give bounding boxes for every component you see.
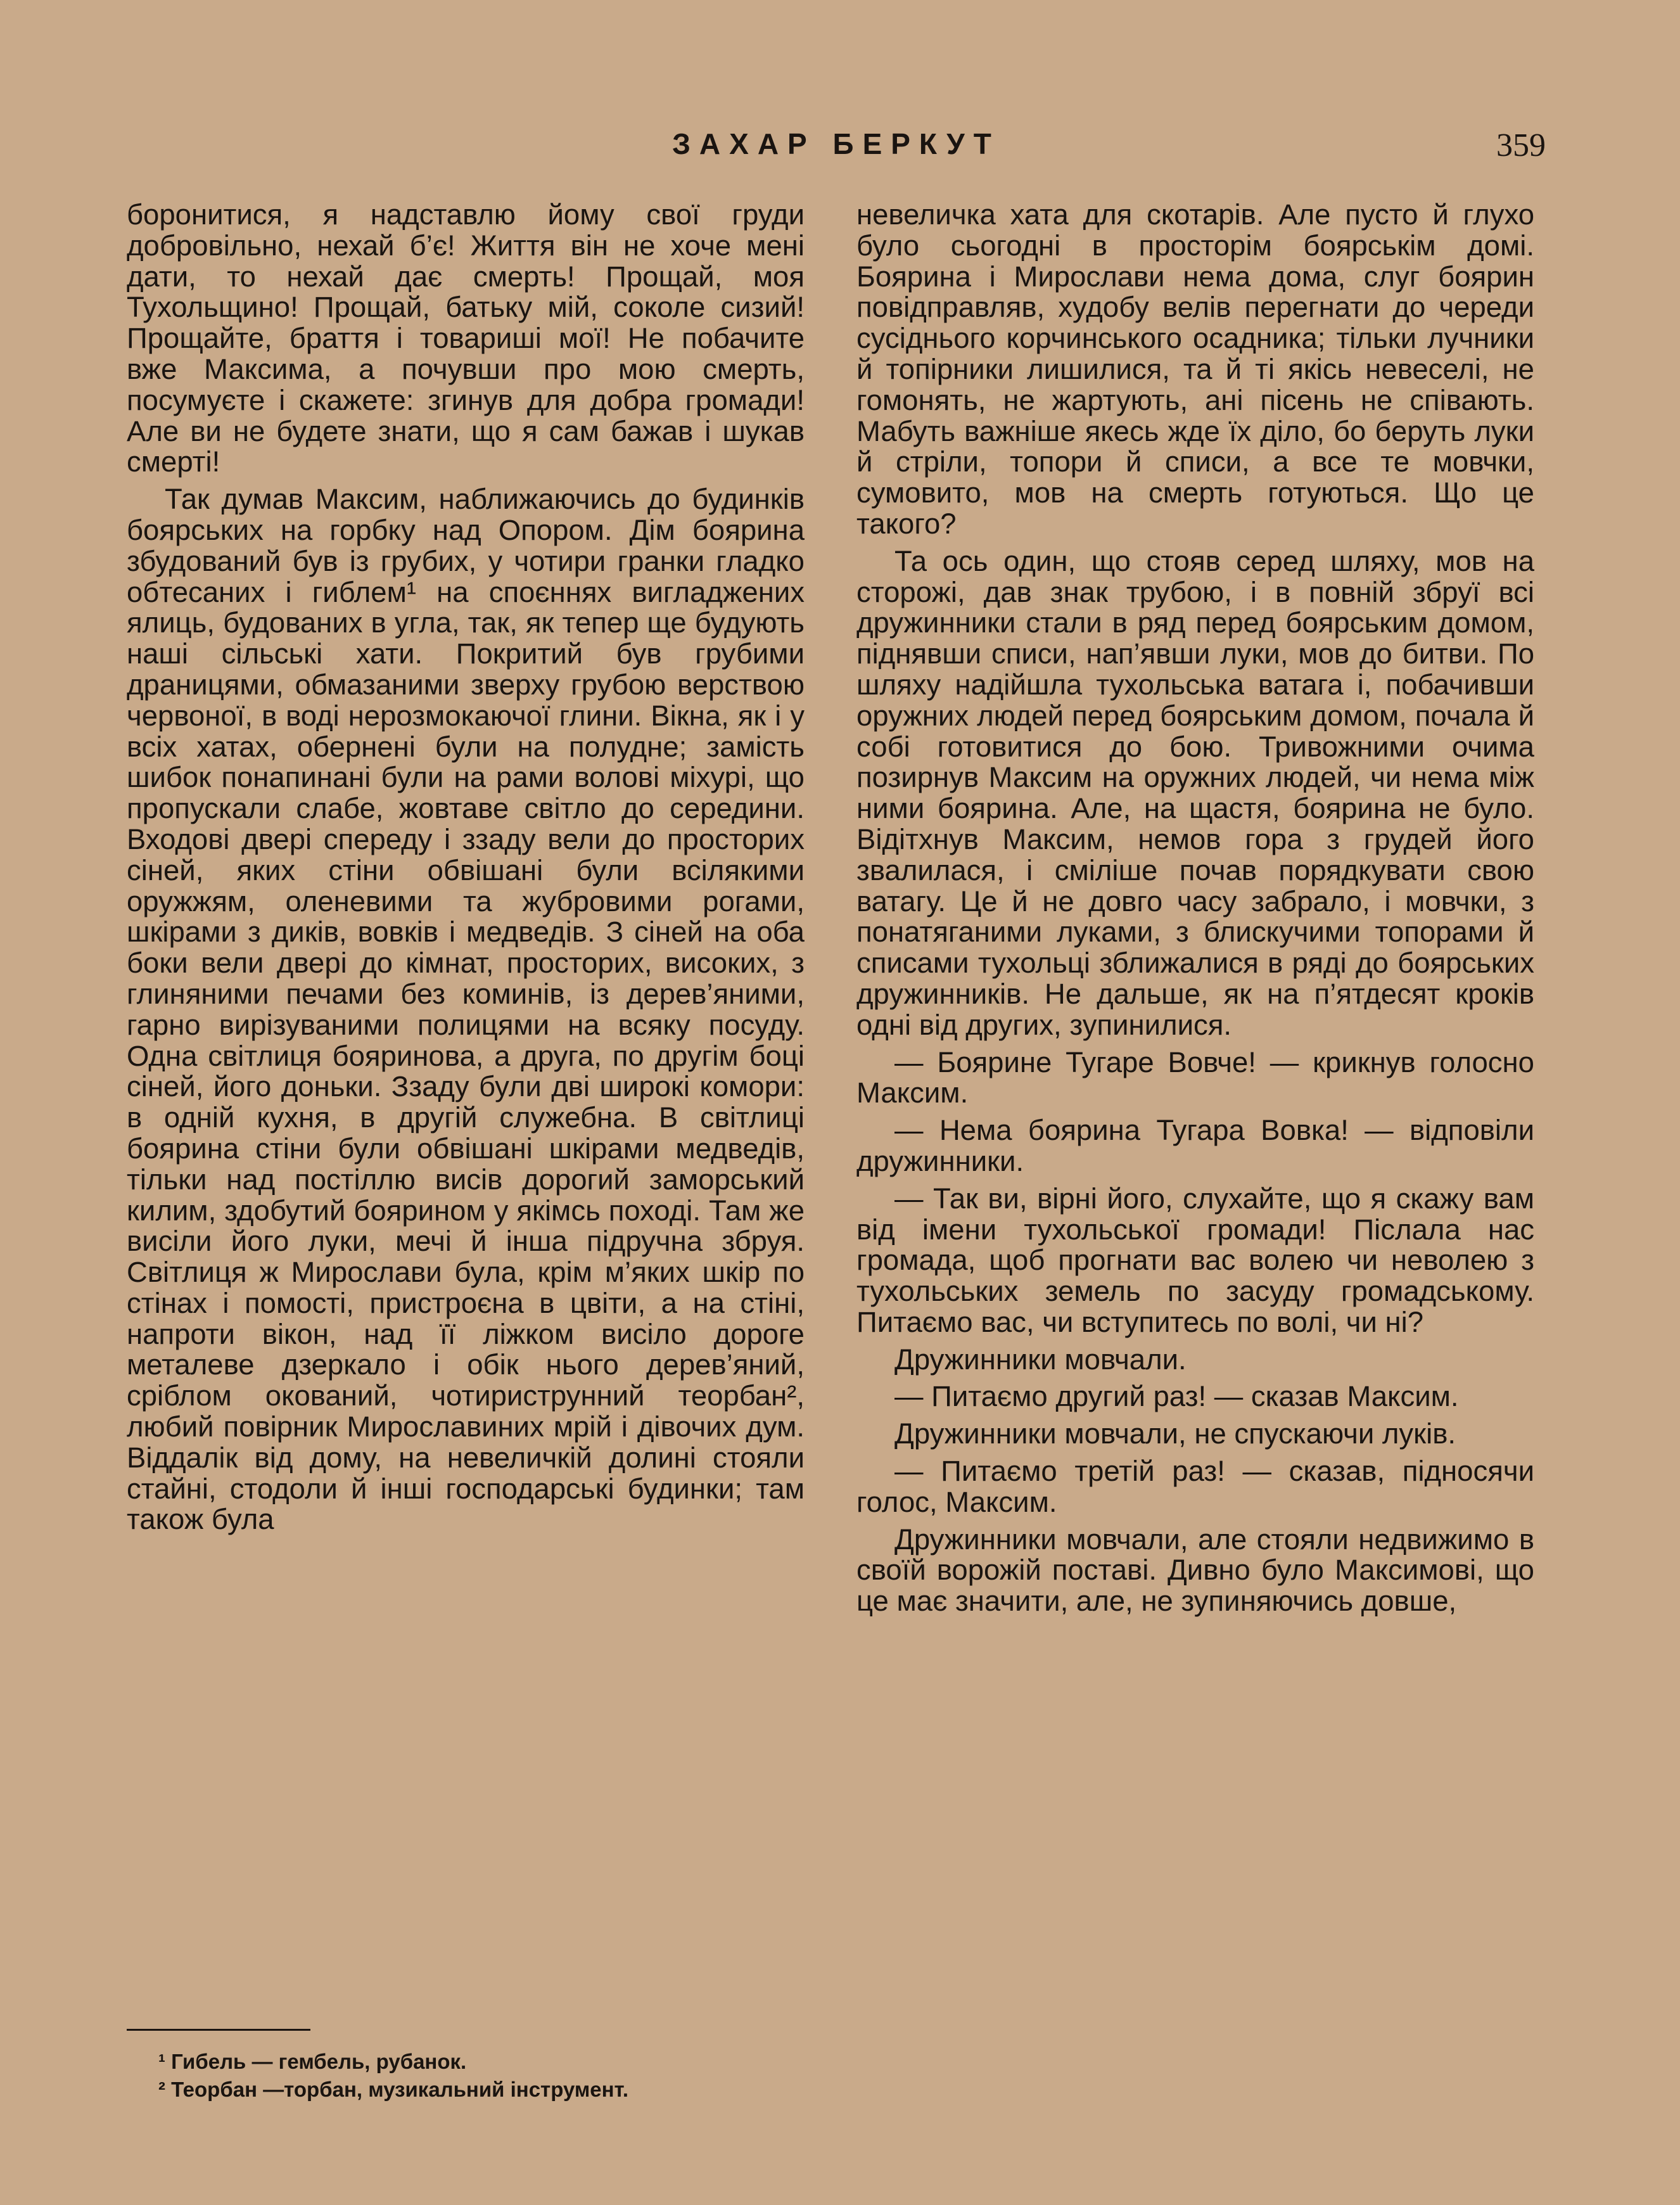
paragraph: боронитися, я надставлю йому свої груди добровільно, нехай б’є! Життя він не хоче мені дати, то нехай дає смерть! Прощай, моя Тухольщино! Прощай, батьку мій, соколе сизий! Прощайте, браття і товариші мої! Не побачите вже Максима, а почувши про мою смерть, посумуєте і скажете: згинув для добра громади! Але ви не будете знати, що я сам бажав і шукав смерті! [127, 198, 805, 478]
footnotes [158, 2048, 811, 2104]
paragraph: Та ось один, що стояв серед шляху, мов на сторожі, дав знак трубою, і в повній збруї всі дружинники стали в ряд перед боярським домом, піднявши списи, нап’явши луки, мов до битви. По шляху надійшла тухольська ватага і, побачивши оружних людей перед боярським домом, почала й собі готовитися до бою. Тривожними очима позирнув Максим на оружних людей, чи нема між ними боярина. Але, на щастя, боярина не було. Відітхнув Максим, немов гора з грудей його звалилася, і сміліше почав порядкувати свою ватагу. Це й не довго часу забрало, і мовчки, з понатяганими луками, з блискучими топорами й списами тухольці зближалися в ряді до боярських дружинників. Не дальше, як на п’ятдесят кроків одні від других, зупинилися. [856, 544, 1534, 1041]
paragraph: Дружинники мовчали, не спускаючи луків. [894, 1417, 1456, 1450]
paragraph: Дружинники мовчали. [894, 1343, 1187, 1376]
left-column [127, 200, 805, 1542]
running-header [127, 127, 1546, 171]
running-title: ЗАХАР БЕРКУТ [672, 127, 1000, 160]
paragraph: — Так ви, вірні його, слухайте, що я скажу вам від імени тухольської громади! Післала нас громада, щоб прогнати вас волею чи неволею з тухольських земель по засуду громадському. Питаємо вас, чи вступитесь по волі, чи ні? [856, 1182, 1534, 1338]
paragraph: — Питаємо другий раз! — сказав Максим. [894, 1380, 1459, 1413]
footnote: ² Теорбан —торбан, музикальний інструмент. [158, 2078, 628, 2101]
page-number: 359 [1496, 127, 1546, 163]
paragraph: — Нема боярина Тугара Вовка! — відповіли дружинники. [856, 1114, 1534, 1177]
right-column [856, 200, 1534, 1623]
paragraph: Так думав Максим, наближаючись до будинків боярських на горбку над Опором. Дім боярина збудований був із грубих, у чотири гранки гладко обтесаних і гиблем¹ на споєннях вигладжених ялиць, будованих в угла, так, як тепер ще будують наші сільські хати. Покритий був грубими драницями, обмазаними зверху грубою верствою червоної, в воді нерозмокаючої глини. Вікна, як і у всіх хатах, обернені були на полудне; замість шибок понапинані були на рами волові міхурі, що пропускали слабе, жовтаве світло до середини. Входові двері спереду і ззаду вели до просторих сіней, яких стіни обвішані були всілякими оружжям, оленевими та жубровими рогами, шкірами з диків, вовків і медведів. З сіней на оба боки вели двері до кімнат, просторих, високих, з глиняними печами без коминів, із дерев’яними, гарно вирізуваними полицями на всяку посуду. Одна світлиця бояринова, а друга, по другім боці сіней, його доньки. Ззаду були дві широкі комори: в одній кухня, в другій служебна. В світлиці боярина стіни були обвішані шкірами медведів, тільки над постіллю висів дорогий заморський килим, здобутий боярином у якімсь поході. Там же висіли його луки, мечі й інша підручна збруя. Світлиця ж Мирослави була, крім м’яких шкір по стінах і помості, пристроєна в цвіти, а на стіні, напроти вікон, над її ліжком висіло дороге металеве дзеркало і обік нього дерев’яний, сріблом окований, чотириструнний теорбан², любий повірник Мирославиних мрій і дівочих дум. Віддалік від дому, на невеличкій долині стояли стайні, стодоли й інші господарські будинки; там також була [127, 483, 805, 1536]
footnote-divider [127, 2029, 310, 2031]
paragraph: Дружинники мовчали, але стояли недвижимо в своїй ворожій поставі. Дивно було Максимові, що це має значити, але, не зупиняючись довше, [856, 1523, 1534, 1618]
paragraph: невеличка хата для скотарів. Але пусто й глухо було сьогодні в просторім боярськім домі. Боярина і Мирослави нема дома, слуг боярин повідправляв, худобу велів перегнати до череди сусіднього корчинського осадника; тільки лучники й топірники лишилися, та й ті якісь невеселі, не гомонять, не жартують, ані пісень не співають. Мабуть важніше якесь жде їх діло, бо беруть луки й стріли, топори й списи, а все те мовчки, сумовито, мов на смерть готуються. Що це такого? [856, 198, 1534, 540]
paragraph: — Питаємо третій раз! — сказав, підносячи голос, Максим. [856, 1455, 1534, 1518]
paragraph: — Бояринe Тугаре Вовче! — крикнув голосно Максим. [856, 1045, 1534, 1109]
footnote: ¹ Гибель — гембель, рубанок. [158, 2050, 467, 2073]
